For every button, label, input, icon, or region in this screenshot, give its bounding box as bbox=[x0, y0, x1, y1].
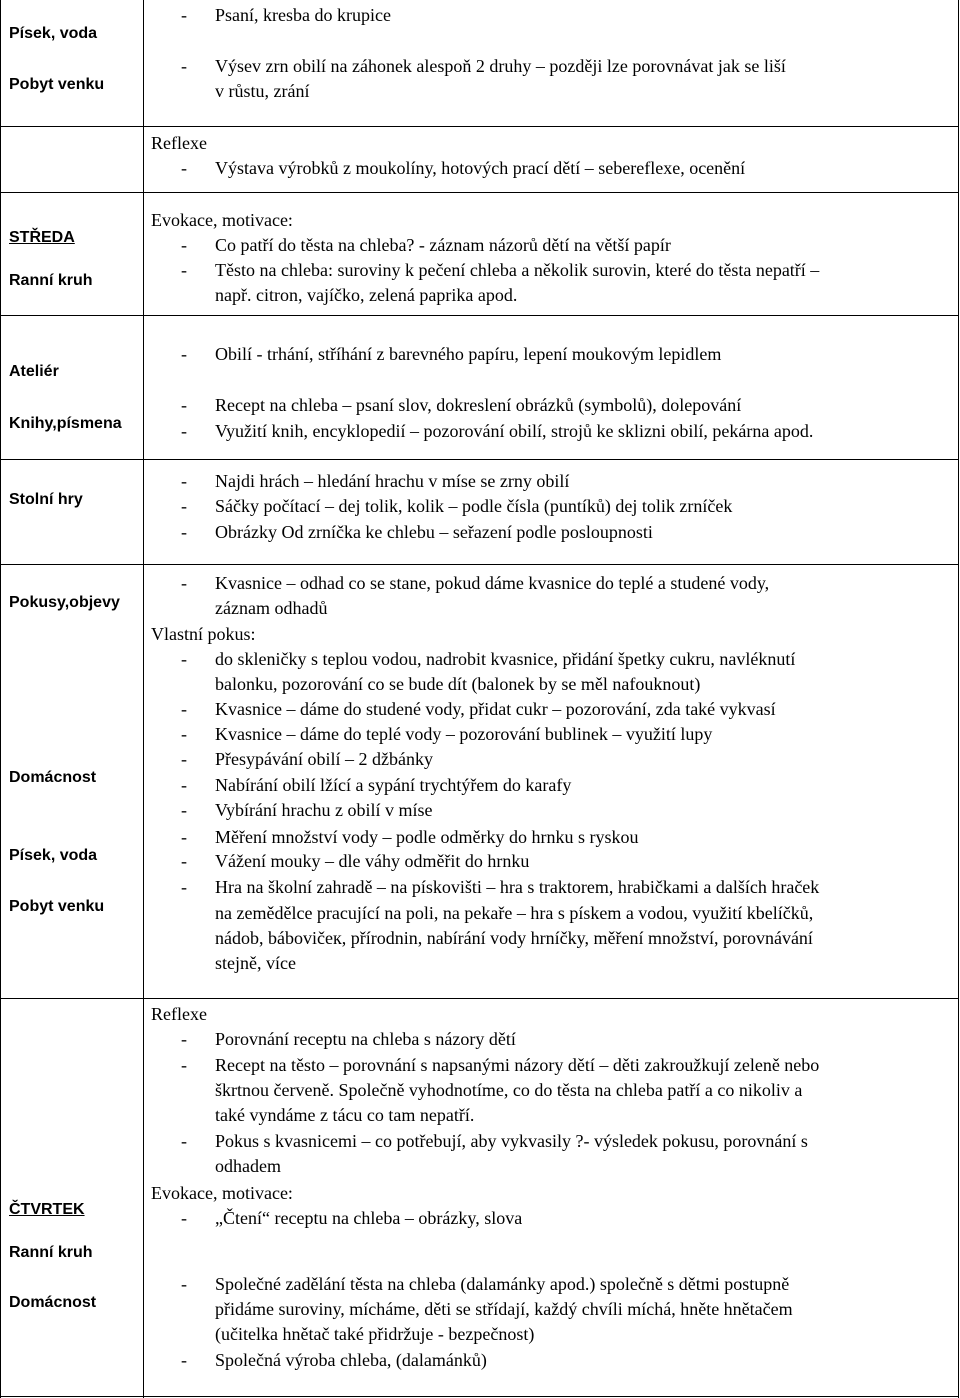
list-item: Kvasnice – dáme do teplé vody – pozorování bublinek – využití lupy bbox=[215, 724, 713, 744]
section-heading: Vlastní pokus: bbox=[151, 624, 256, 644]
list-item: Psaní, kresba do krupice bbox=[215, 5, 391, 25]
list-item: „Čtení“ receptu na chleba – obrázky, slova bbox=[215, 1208, 523, 1228]
list-item: Výsev zrn obilí na záhonek alespoň 2 druhy – později lze porovnávat jak se liší bbox=[215, 56, 786, 76]
column-divider bbox=[143, 0, 144, 1398]
label-stolni-hry: Stolní hry bbox=[9, 491, 83, 508]
list-dash: - bbox=[181, 1131, 187, 1151]
list-item: Využití knih, encyklopedií – pozorování obilí, strojů ke sklizni obilí, pekárna apod. bbox=[215, 421, 814, 441]
list-item: do skleničky s teplou vodou, nadrobit kvasnice, přidání špetky cukru, navléknutí bbox=[215, 649, 796, 669]
list-dash: - bbox=[181, 496, 187, 516]
list-dash: - bbox=[181, 1055, 187, 1075]
list-dash: - bbox=[181, 158, 187, 178]
list-item: Obrázky Od zrníčka ke chlebu – seřazení podle posloupnosti bbox=[215, 522, 653, 542]
section-heading: Reflexe bbox=[151, 133, 207, 153]
list-dash: - bbox=[181, 395, 187, 415]
table-border-right bbox=[958, 0, 959, 1398]
section-heading: Reflexe bbox=[151, 1004, 207, 1024]
list-item: Hra na školní zahradě – na pískovišti – hra s traktorem, hrabičkami a dalších hraček bbox=[215, 877, 820, 897]
list-item: Najdi hrách – hledání hrachu v míse se zrny obilí bbox=[215, 471, 570, 491]
list-dash: - bbox=[181, 260, 187, 280]
list-item-continuation: balonku, pozorování co se bude dít (balonek by se měl nafouknout) bbox=[215, 674, 701, 694]
label-pisek-voda: Písek, voda bbox=[9, 847, 98, 864]
list-item-continuation: škrtnou červeně. Společně vyhodnotíme, co do těsta na chleba patří a co nikoliv a bbox=[215, 1080, 803, 1100]
label-pobyt-venku: Pobyt venku bbox=[9, 76, 105, 93]
list-dash: - bbox=[181, 724, 187, 744]
label-ranni-kruh: Ranní kruh bbox=[9, 272, 93, 289]
list-dash: - bbox=[181, 699, 187, 719]
list-item: Co patří do těsta na chleba? - záznam názorů dětí na větší papír bbox=[215, 235, 671, 255]
list-dash: - bbox=[181, 877, 187, 897]
label-pokusy-objevy: Pokusy,objevy bbox=[9, 594, 120, 611]
section-heading: Evokace, motivace: bbox=[151, 1183, 293, 1203]
list-item: Obilí - trhání, stříhání z barevného papíru, lepení moukovým lepidlem bbox=[215, 344, 722, 364]
row-divider bbox=[0, 315, 959, 316]
list-dash: - bbox=[181, 471, 187, 491]
list-item-continuation: (učitelka hnětač také přidržuje - bezpečnost) bbox=[215, 1324, 535, 1344]
row-divider bbox=[0, 564, 959, 565]
label-domacnost: Domácnost bbox=[9, 1294, 97, 1311]
row-divider bbox=[0, 459, 959, 460]
list-dash: - bbox=[181, 1274, 187, 1294]
list-dash: - bbox=[181, 851, 187, 871]
row-divider bbox=[0, 192, 959, 193]
label-ranni-kruh: Ranní kruh bbox=[9, 1244, 93, 1261]
list-dash: - bbox=[181, 235, 187, 255]
list-dash: - bbox=[181, 344, 187, 364]
list-item-continuation: záznam odhadů bbox=[215, 598, 328, 618]
list-dash: - bbox=[181, 1208, 187, 1228]
label-knihy-pismena: Knihy,písmena bbox=[9, 415, 122, 432]
list-item: Pokus s kvasnicemi – co potřebují, aby vykvasily ?- výsledek pokusu, porovnání s bbox=[215, 1131, 808, 1151]
list-item: Porovnání receptu na chleba s názory dětí bbox=[215, 1029, 516, 1049]
list-item: Vážení mouky – dle váhy odměřit do hrnku bbox=[215, 851, 530, 871]
list-dash: - bbox=[181, 56, 187, 76]
list-dash: - bbox=[181, 573, 187, 593]
list-item: Kvasnice – odhad co se stane, pokud dáme kvasnice do teplé a studené vody, bbox=[215, 573, 770, 593]
label-pisek-voda: Písek, voda bbox=[9, 25, 98, 42]
table-border-bottom bbox=[0, 1396, 959, 1397]
section-heading: Evokace, motivace: bbox=[151, 210, 293, 230]
label-pobyt-venku: Pobyt venku bbox=[9, 898, 105, 915]
row-divider bbox=[0, 998, 959, 999]
list-dash: - bbox=[181, 1350, 187, 1370]
list-dash: - bbox=[181, 775, 187, 795]
list-item-continuation: v růstu, zrání bbox=[215, 81, 310, 101]
list-item-continuation: na zemědělce pracující na poli, na pekaře – hra s pískem a vodou, využití kbelíčků, bbox=[215, 903, 814, 923]
list-dash: - bbox=[181, 5, 187, 25]
list-dash: - bbox=[181, 800, 187, 820]
list-item: Společná výroba chleba, (dalamánků) bbox=[215, 1350, 487, 1370]
list-item: Měření množství vody – podle odměrky do hrnku s ryskou bbox=[215, 827, 639, 847]
list-item-continuation: např. citron, vajíčko, zelená paprika apod. bbox=[215, 285, 518, 305]
list-item-continuation: také vyndáme z tácu co tam nepatří. bbox=[215, 1105, 475, 1125]
list-dash: - bbox=[181, 1029, 187, 1049]
list-item: Společné zadělání těsta na chleba (dalamánky apod.) společně s dětmi postupně bbox=[215, 1274, 790, 1294]
list-item: Nabírání obilí lžící a sypání trychtýřem do karafy bbox=[215, 775, 572, 795]
list-item-continuation: odhadem bbox=[215, 1156, 281, 1176]
label-streda: STŘEDA bbox=[9, 229, 75, 246]
table-border-left bbox=[0, 0, 1, 1398]
list-dash: - bbox=[181, 649, 187, 669]
list-item: Kvasnice – dáme do studené vody, přidat cukr – pozorování, zda také vykvasí bbox=[215, 699, 776, 719]
list-item: Výstava výrobků z moukolíny, hotových prací dětí – sebereflexe, ocenění bbox=[215, 158, 746, 178]
list-dash: - bbox=[181, 827, 187, 847]
label-atelier: Ateliér bbox=[9, 363, 59, 380]
list-dash: - bbox=[181, 749, 187, 769]
list-item: Recept na chleba – psaní slov, dokreslení obrázků (symbolů), dolepování bbox=[215, 395, 742, 415]
list-dash: - bbox=[181, 522, 187, 542]
list-item: Těsto na chleba: suroviny k pečení chleba a několik surovin, které do těsta nepatří – bbox=[215, 260, 820, 280]
list-item: Recept na těsto – porovnání s napsanými názory dětí – děti zakroužkují zeleně nebo bbox=[215, 1055, 820, 1075]
list-item-continuation: stejně, více bbox=[215, 953, 296, 973]
list-item: Sáčky počítací – dej tolik, kolik – podle čísla (puntíků) dej tolik zrníček bbox=[215, 496, 733, 516]
list-item-continuation: přidáme suroviny, mícháme, děti se střídají, každý chvíli míchá, hněte hnětačem bbox=[215, 1299, 793, 1319]
row-divider bbox=[0, 126, 959, 127]
list-item: Vybírání hrachu z obilí v míse bbox=[215, 800, 433, 820]
list-item-continuation: nádob, bábovičeк, přírodnin, nabírání vody hrníčky, měření množství, porovnávání bbox=[215, 928, 813, 948]
list-dash: - bbox=[181, 421, 187, 441]
label-domacnost: Domácnost bbox=[9, 769, 97, 786]
list-item: Přesypávání obilí – 2 džbánky bbox=[215, 749, 433, 769]
label-ctvrtek: ČTVRTEK bbox=[9, 1201, 85, 1218]
